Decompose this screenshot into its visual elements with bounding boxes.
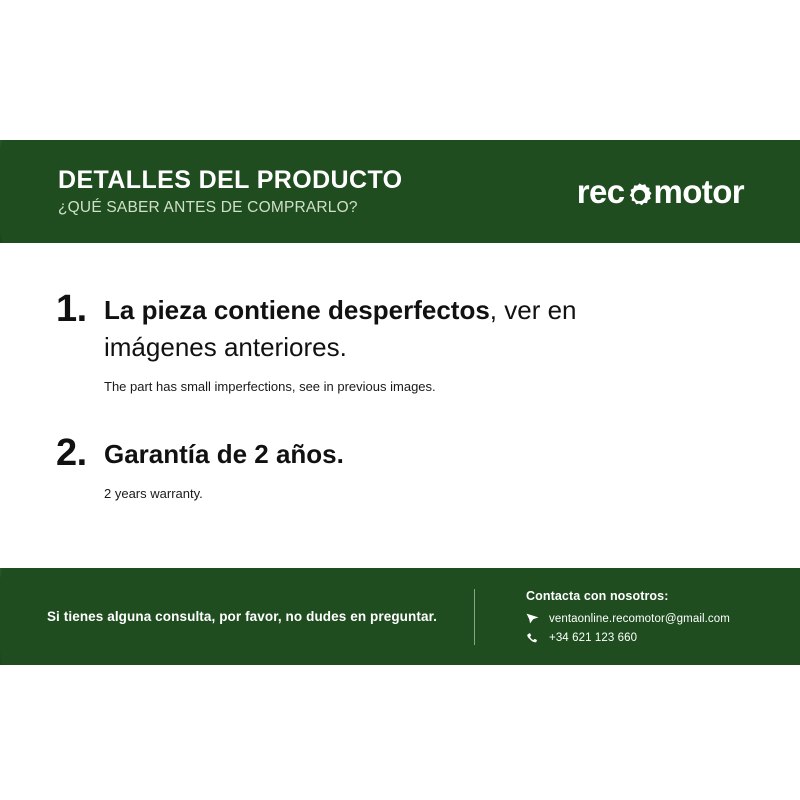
list-item-number: 1. [56,288,87,330]
footer-bar [0,568,800,665]
list-item-translation: 2 years warranty. [104,485,203,501]
contact-email-text: ventaonline.recomotor@gmail.com [549,612,730,625]
phone-icon [526,632,543,644]
page-title: DETALLES DEL PRODUCTO [58,166,403,195]
footer-question-text: Si tienes alguna consulta, por favor, no dudes en preguntar. [46,609,438,624]
list-item-text [104,292,634,366]
page-subtitle: ¿QUÉ SABER ANTES DE COMPRARLO? [58,199,358,217]
send-icon [526,612,543,625]
list-item-translation: The part has small imperfections, see in previous images. [104,378,436,394]
brand-text-post: motor [653,173,744,210]
contact-title: Contacta con nosotros: [526,589,669,603]
contact-block [475,589,730,644]
list-item-text-bold: La pieza contiene desperfectos [104,295,490,325]
brand-logo [577,175,744,208]
brand-text-pre: rec [576,173,625,210]
contact-phone-row[interactable] [526,632,730,644]
list-item-text-bold: Garantía de 2 años. [104,439,344,469]
footer-question-area [0,609,474,624]
details-list [0,243,800,568]
list-item [56,290,634,396]
list-item-text-rest: , ver en imágenes anteriores. [104,295,577,362]
header-texts [58,167,403,216]
list-item-body [104,290,634,396]
gear-icon [626,181,653,208]
list-item-body [104,434,344,503]
list-item [56,434,344,503]
list-item-text [104,436,344,473]
header-bar [0,140,800,243]
contact-email-row[interactable] [526,612,730,625]
contact-phone-text: +34 621 123 660 [549,632,638,644]
list-item-number: 2. [56,432,87,474]
